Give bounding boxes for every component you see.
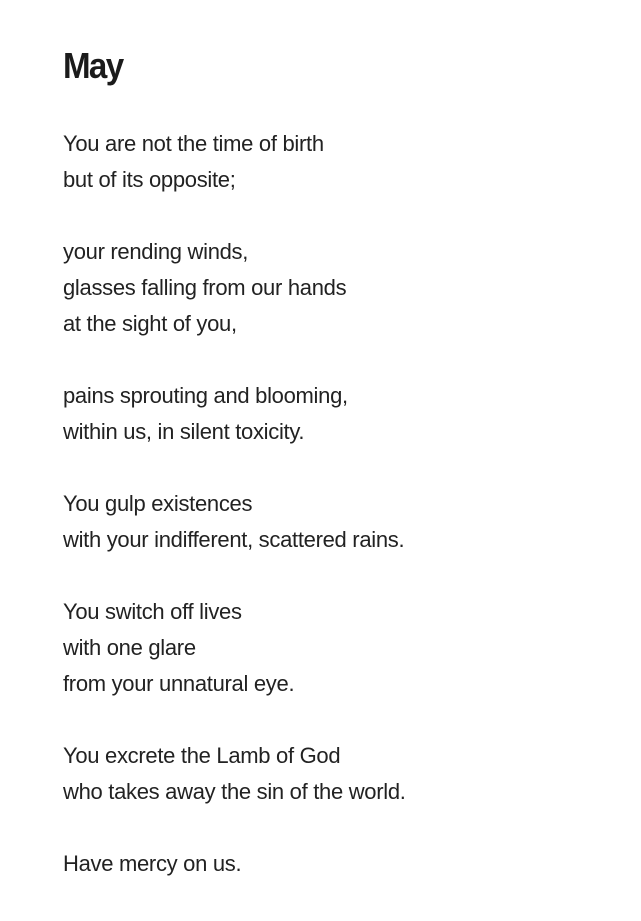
poem-line: You excrete the Lamb of God bbox=[63, 743, 341, 768]
stanza-5 bbox=[63, 594, 623, 702]
poem-line: from your unnatural eye. bbox=[63, 671, 295, 696]
stanza-4 bbox=[63, 486, 623, 558]
poem-line: at the sight of you, bbox=[63, 311, 237, 336]
poem-line: glasses falling from our hands bbox=[63, 275, 347, 300]
poem-line: pains sprouting and blooming, bbox=[63, 383, 348, 408]
poem-line: your rending winds, bbox=[63, 239, 249, 264]
poem-line: You are not the time of birth bbox=[63, 131, 324, 156]
poem-line: Have mercy on us. bbox=[63, 851, 242, 876]
poem-line: who takes away the sin of the world. bbox=[63, 779, 406, 804]
poem-page bbox=[63, 44, 623, 918]
stanza-6 bbox=[63, 738, 623, 810]
poem-line: with your indifferent, scattered rains. bbox=[63, 527, 405, 552]
poem-body bbox=[63, 126, 623, 882]
stanza-7 bbox=[63, 846, 623, 882]
stanza-1 bbox=[63, 126, 623, 198]
poem-line: You gulp existences bbox=[63, 491, 253, 516]
poem-line: but of its opposite; bbox=[63, 167, 236, 192]
stanza-2 bbox=[63, 234, 623, 342]
poem-line: You switch off lives bbox=[63, 599, 242, 624]
poem-line: with one glare bbox=[63, 635, 196, 660]
poem-title: May bbox=[63, 45, 123, 86]
poem-line: within us, in silent toxicity. bbox=[63, 419, 305, 444]
stanza-3 bbox=[63, 378, 623, 450]
